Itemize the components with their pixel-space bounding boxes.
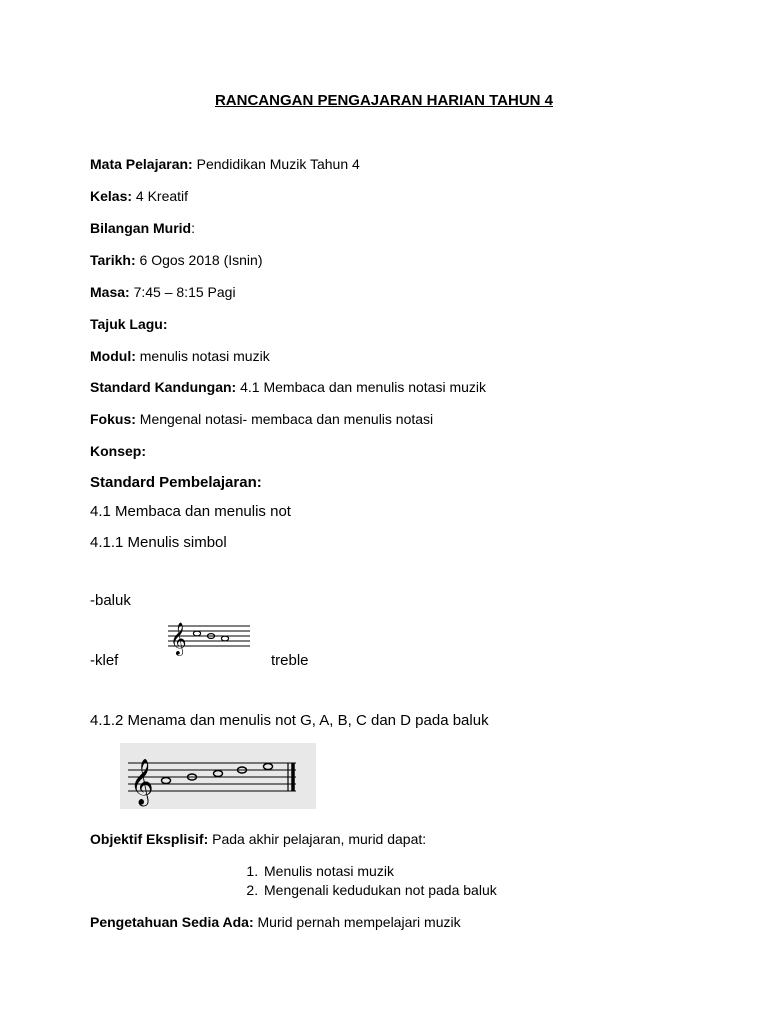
field-label: Tajuk Lagu: [90,316,168,332]
field-mata-pelajaran [90,155,360,173]
field-label: Konsep: [90,443,146,459]
treble-clef-icon: 𝄞 [130,759,154,805]
field-value: Pada akhir pelajaran, murid dapat: [208,831,427,847]
field-kelas [90,187,188,205]
standard-pembelajaran-heading: Standard Pembelajaran: [90,474,262,491]
list-item: 1. Menulis notasi muzik [262,862,497,881]
standard-item-4-1-1: 4.1.1 Menulis simbol [90,534,227,551]
field-modul [90,347,270,365]
field-label: Masa: [90,284,130,300]
field-label: Kelas: [90,188,133,204]
standard-item-4-1: 4.1 Membaca dan menulis not [90,503,291,520]
baluk-label: -baluk [90,592,131,609]
field-label: Objektif Eksplisif: [90,831,209,847]
field-label: Bilangan Murid [90,220,192,236]
standard-item-4-1-2: 4.1.2 Menama dan menulis not G, A, B, C dan D pada baluk [90,712,489,729]
field-value: 7:45 – 8:15 Pagi [129,284,236,300]
pengetahuan-sedia-ada [90,913,461,931]
field-value: menulis notasi muzik [135,348,270,364]
field-value: 4 Kreatif [132,188,189,204]
klef-label: -klef [90,652,119,669]
field-tarikh [90,251,263,269]
field-value: Murid pernah mempelajari muzik [253,914,461,930]
notes-staff-image [120,743,316,809]
field-fokus [90,410,433,428]
field-value: 4.1 Membaca dan menulis notasi muzik [236,379,487,395]
list-item: 2. Mengenali kedudukan not pada baluk [262,881,497,900]
field-label: Fokus: [90,411,136,427]
treble-clef-icon: 𝄞 [170,622,187,655]
field-masa [90,283,236,301]
treble-clef-staff-image [164,614,252,658]
field-konsep [90,442,146,460]
treble-label: treble [271,652,309,669]
field-standard-kandungan [90,378,486,396]
objektif-list [232,862,497,900]
field-value: Mengenal notasi- membaca dan menulis notasi [135,411,434,427]
field-tajuk-lagu [90,315,168,333]
field-bilangan-murid [90,219,195,237]
page-title: RANCANGAN PENGAJARAN HARIAN TAHUN 4 [214,92,554,109]
field-label: Standard Kandungan: [90,379,237,395]
field-value: 6 Ogos 2018 (Isnin) [135,252,263,268]
field-value: : [191,220,196,236]
field-label: Modul: [90,348,136,364]
field-label: Pengetahuan Sedia Ada: [90,914,254,930]
field-label: Tarikh: [90,252,136,268]
field-label: Mata Pelajaran: [90,156,193,172]
objektif-eksplisif [90,830,426,848]
field-value: Pendidikan Muzik Tahun 4 [192,156,360,172]
